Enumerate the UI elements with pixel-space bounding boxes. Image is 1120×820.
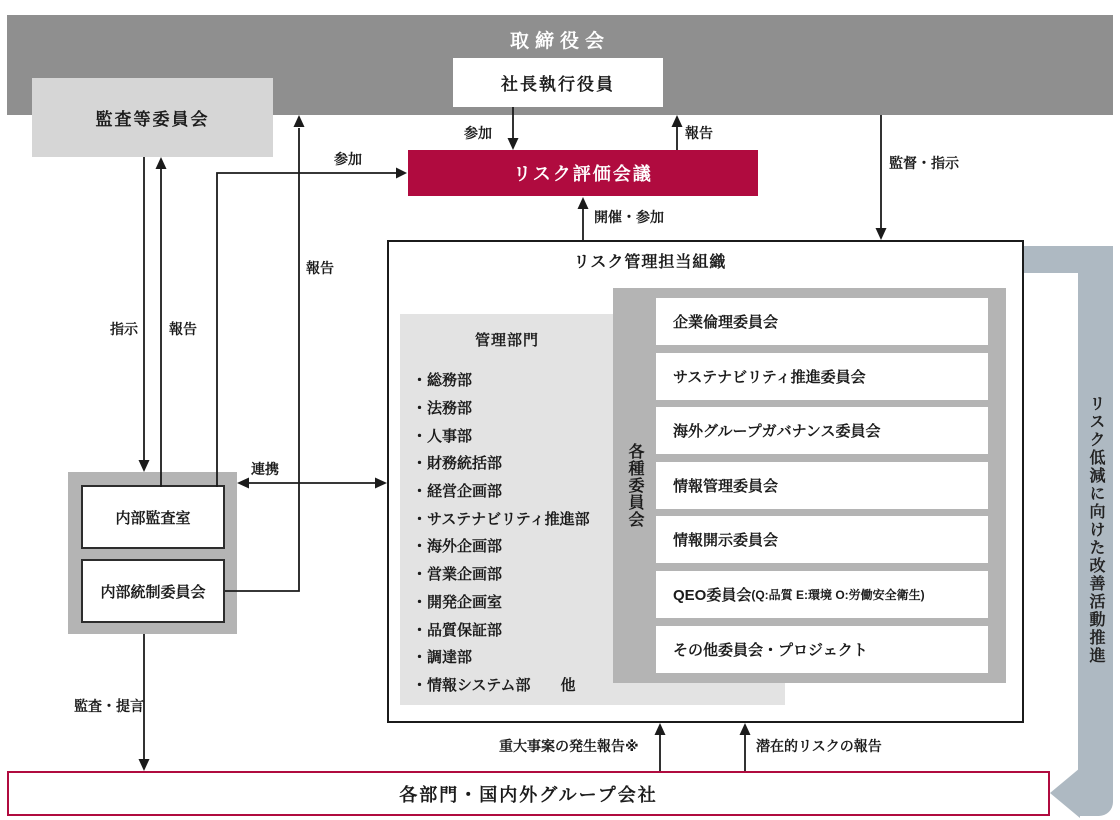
committee-label: 情報管理委員会 bbox=[673, 478, 779, 495]
admin-division-title: 管理部門 bbox=[474, 332, 539, 349]
committee-box-qeo bbox=[656, 571, 988, 618]
list-item: ・調達部 bbox=[412, 649, 473, 667]
label-hokoku-left: 報告 bbox=[169, 321, 197, 337]
committee-label: 情報開示委員会 bbox=[673, 532, 779, 549]
arrow-judai-hokoku-up bbox=[655, 723, 666, 771]
group-companies-label: 各部門・国内外グループ会社 bbox=[399, 784, 658, 805]
audit-committee-label: 監査等委員会 bbox=[95, 110, 210, 129]
risk-reduction-label: リスク低減に向けた改善活動推進 bbox=[1087, 395, 1104, 665]
arrow-shiji-down bbox=[139, 157, 150, 472]
internal-control-committee-label: 内部統制委員会 bbox=[100, 583, 206, 601]
list-item: ・財務統括部 bbox=[412, 455, 503, 473]
risk-evaluation-meeting-box bbox=[408, 150, 758, 196]
committee-box-overseas-governance bbox=[656, 407, 988, 454]
label-sanka-left: 参加 bbox=[334, 151, 362, 167]
board-of-directors-label: 取締役会 bbox=[509, 31, 610, 52]
label-shiji: 指示 bbox=[110, 321, 138, 337]
internal-control-committee-box bbox=[81, 559, 225, 623]
internal-audit-office-label: 内部監査室 bbox=[115, 509, 191, 527]
arrow-renkei-double bbox=[237, 478, 387, 489]
arrow-kantoku-shiji-down bbox=[876, 115, 887, 240]
group-companies-box bbox=[7, 771, 1050, 816]
arrow-hokoku-up-left bbox=[156, 157, 167, 487]
label-kaisai-sanka: 開催・参加 bbox=[594, 209, 664, 225]
committee-label: QEO委員会 bbox=[673, 587, 752, 604]
committee-box-info-management bbox=[656, 462, 988, 509]
committee-label: 海外グループガバナンス委員会 bbox=[673, 423, 881, 440]
admin-department-list bbox=[412, 366, 612, 698]
list-item: ・総務部 bbox=[412, 372, 473, 390]
committee-label: 企業倫理委員会 bbox=[673, 314, 779, 331]
label-kansa-teigen: 監査・提言 bbox=[74, 698, 144, 714]
committee-label: その他委員会・プロジェクト bbox=[673, 642, 868, 659]
label-hokoku-top: 報告 bbox=[685, 125, 713, 141]
internal-audit-office-box bbox=[81, 485, 225, 549]
committee-box-other-projects bbox=[656, 626, 988, 673]
list-item: ・海外企画部 bbox=[412, 538, 503, 556]
committee-label: サステナビリティ推進委員会 bbox=[673, 369, 866, 386]
risk-evaluation-meeting-label: リスク評価会議 bbox=[513, 164, 653, 184]
list-item: ・品質保証部 bbox=[412, 621, 503, 639]
label-renkei: 連携 bbox=[251, 461, 279, 477]
committee-box-info-disclosure bbox=[656, 516, 988, 563]
arrow-kaisai-sanka-up bbox=[578, 197, 589, 240]
list-item: ・開発企画室 bbox=[412, 593, 503, 611]
committee-box-sustainability bbox=[656, 353, 988, 400]
committees-side-label: 各種委員会 bbox=[626, 443, 643, 528]
label-kantoku-shiji: 監督・指示 bbox=[889, 155, 959, 171]
list-item: ・営業企画部 bbox=[412, 566, 503, 584]
list-item: ・法務部 bbox=[412, 400, 473, 418]
arrow-sanka-to-meeting bbox=[217, 168, 407, 488]
committee-box-ethics bbox=[656, 298, 988, 345]
president-executive-label: 社長執行役員 bbox=[501, 75, 615, 94]
list-item: ・サステナビリティ推進部 bbox=[412, 510, 590, 528]
label-judai-hokoku: 重大事案の発生報告※ bbox=[499, 738, 639, 754]
arrow-hokoku-meeting-up bbox=[672, 115, 683, 150]
risk-org-title: リスク管理担当組織 bbox=[573, 254, 727, 271]
risk-reduction-arrowhead-icon bbox=[1050, 768, 1080, 818]
president-executive-box bbox=[453, 58, 663, 107]
arrow-senzai-hokoku-up bbox=[740, 723, 751, 771]
list-item: ・経営企画部 bbox=[412, 483, 503, 501]
list-item: ・情報システム部 他 bbox=[412, 676, 576, 694]
audit-committee-box bbox=[32, 78, 273, 157]
label-hokoku-mid: 報告 bbox=[306, 260, 334, 276]
label-sanka-top: 参加 bbox=[464, 125, 492, 141]
list-item: ・人事部 bbox=[412, 427, 473, 445]
committee-note: (Q:品質 E:環境 O:労働安全衛生) bbox=[751, 588, 925, 602]
label-senzai-hokoku: 潜在的リスクの報告 bbox=[756, 738, 882, 754]
